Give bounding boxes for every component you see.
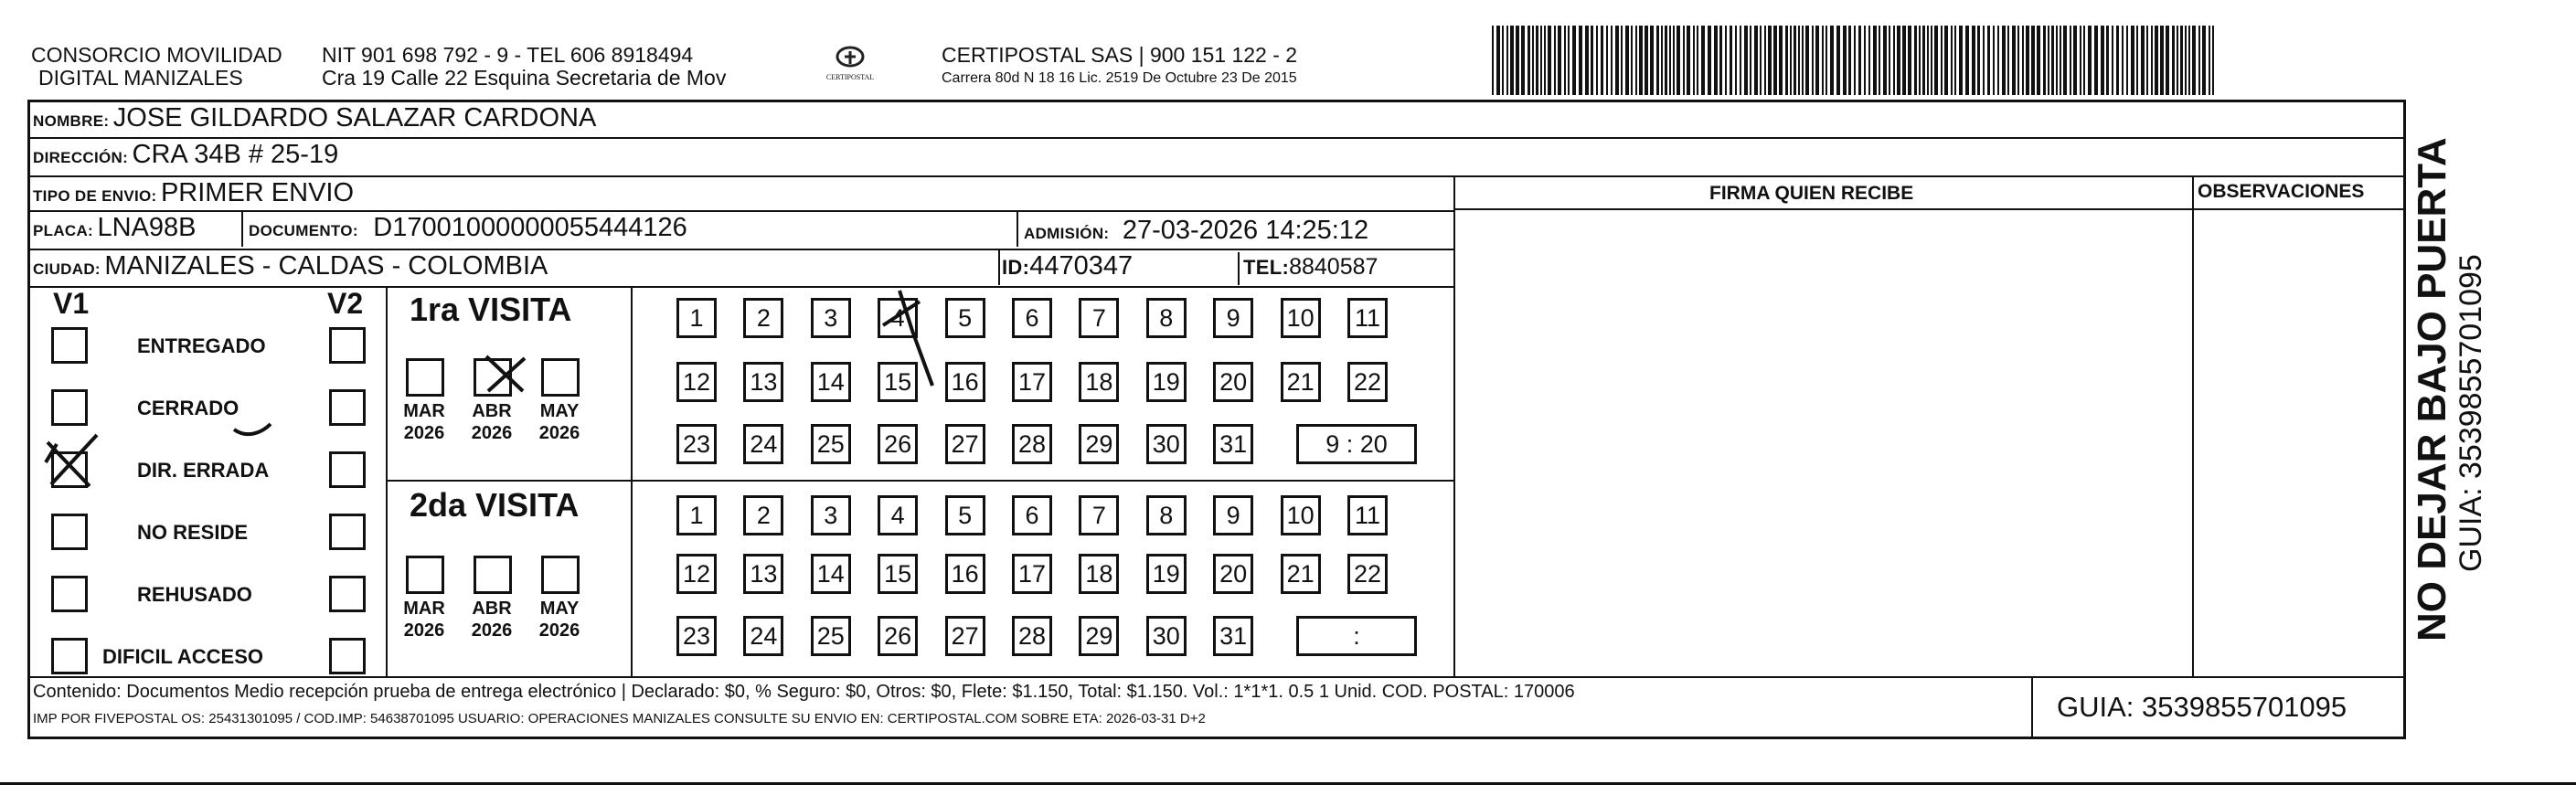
barcode-bar xyxy=(1927,26,1929,95)
v1-checkbox[interactable] xyxy=(51,576,88,612)
barcode-bar xyxy=(1701,26,1705,95)
firma-label: FIRMA QUIEN RECIBE xyxy=(1709,183,1914,204)
barcode-bar xyxy=(2146,26,2148,95)
barcode-bar xyxy=(2209,26,2210,95)
barcode-bar xyxy=(1719,26,1722,95)
company-line-1: CONSORCIO MOVILIDAD xyxy=(31,43,282,67)
barcode-bar xyxy=(2160,26,2164,95)
day-cell[interactable]: 29 xyxy=(1079,424,1119,464)
barcode-bar xyxy=(2122,26,2124,95)
barcode-bar xyxy=(1848,26,1851,95)
day-cell[interactable]: 16 xyxy=(945,554,985,594)
nombre-label: NOMBRE: xyxy=(33,112,110,130)
barcode-bar xyxy=(1873,26,1877,95)
nombre-row xyxy=(33,103,596,133)
barcode-bar xyxy=(1897,26,1900,95)
v1-checkbox[interactable] xyxy=(51,514,88,550)
barcode-bar xyxy=(1836,26,1840,95)
day-cell[interactable]: 26 xyxy=(878,424,918,464)
day-cell[interactable]: 15 xyxy=(878,362,918,402)
barcode-bar xyxy=(1997,26,1999,95)
barcode-bar xyxy=(1951,26,1953,95)
barcode-bar xyxy=(1673,26,1675,95)
barcode-bar xyxy=(1934,26,1938,95)
day-cell[interactable]: 4 xyxy=(878,495,918,535)
barcode-bar xyxy=(2136,26,2138,95)
barcode-bar xyxy=(1639,26,1643,95)
day-cell[interactable]: 18 xyxy=(1079,362,1119,402)
day-cell[interactable]: 18 xyxy=(1079,554,1119,594)
status-option-label: DIR. ERRADA xyxy=(137,459,270,482)
day-cell[interactable]: 25 xyxy=(811,616,851,656)
barcode-bar xyxy=(1669,26,1671,95)
v1-checkbox[interactable] xyxy=(51,451,88,488)
barcode-bar xyxy=(2155,26,2158,95)
barcode-bar xyxy=(1785,26,1788,95)
day-cell[interactable]: 22 xyxy=(1347,362,1388,402)
day-cell[interactable]: 4 xyxy=(878,298,918,338)
day-cell[interactable]: 8 xyxy=(1146,495,1187,535)
tel-value: 8840587 xyxy=(1289,254,1378,280)
barcode-bar xyxy=(1558,26,1561,95)
barcode-bar xyxy=(1879,26,1880,95)
barcode-bar xyxy=(1790,26,1792,95)
barcode-bar xyxy=(1944,26,1948,95)
barcode-bar xyxy=(2031,26,2035,95)
v1-checkbox[interactable] xyxy=(51,389,88,426)
observaciones-label: OBSERVACIONES xyxy=(2198,181,2365,202)
barcode-bar xyxy=(1798,26,1800,95)
barcode-bar xyxy=(2212,26,2214,95)
day-cell[interactable]: 12 xyxy=(676,362,717,402)
barcode-bar xyxy=(2112,26,2113,95)
barcode-bar xyxy=(1864,26,1866,95)
barcode-bar xyxy=(1977,26,1980,95)
barcode-bar xyxy=(1596,26,1598,95)
day-cell[interactable]: 25 xyxy=(811,424,851,464)
year-label: 2026 xyxy=(403,620,445,641)
cut-line xyxy=(0,782,2576,785)
v1-checkbox[interactable] xyxy=(51,327,88,364)
barcode-bar xyxy=(1554,26,1556,95)
admision-value: 27-03-2026 14:25:12 xyxy=(1122,216,1369,245)
barcode-bar xyxy=(1687,26,1690,95)
barcode-bar xyxy=(2051,26,2054,95)
day-cell[interactable]: 9 xyxy=(1213,495,1253,535)
barcode-bar xyxy=(1502,26,1504,95)
day-cell[interactable]: 1 xyxy=(676,495,717,535)
barcode-bar xyxy=(1585,26,1589,95)
id-value: 4470347 xyxy=(1029,251,1134,281)
barcode-bar xyxy=(1568,26,1570,95)
barcode-bar xyxy=(2088,26,2092,95)
day-cell[interactable]: 19 xyxy=(1146,362,1187,402)
barcode-bar xyxy=(2080,26,2081,95)
day-cell[interactable]: 27 xyxy=(945,424,985,464)
month-checkbox[interactable] xyxy=(541,358,580,397)
year-label: 2026 xyxy=(471,423,513,443)
day-cell[interactable]: 5 xyxy=(945,298,985,338)
barcode-bar xyxy=(2101,26,2104,95)
barcode-bar xyxy=(1528,26,1530,95)
year-label: 2026 xyxy=(471,620,513,641)
barcode-bar xyxy=(1544,26,1546,95)
day-cell[interactable]: 28 xyxy=(1012,424,1052,464)
status-option-label: DIFICIL ACCESO xyxy=(102,645,264,668)
day-cell[interactable]: 3 xyxy=(811,495,851,535)
barcode-bar xyxy=(1635,26,1637,95)
barcode-bar xyxy=(1740,26,1741,95)
id-label: ID: xyxy=(1002,256,1030,279)
barcode-bar xyxy=(1868,26,1870,95)
status-option-label: REHUSADO xyxy=(137,583,252,606)
day-cell[interactable]: 1 xyxy=(676,298,717,338)
barcode-bar xyxy=(1812,26,1814,95)
month-checkbox[interactable] xyxy=(474,556,512,594)
v2-checkbox[interactable] xyxy=(329,514,366,550)
v2-label: V2 xyxy=(327,287,364,320)
day-cell[interactable]: 21 xyxy=(1281,362,1321,402)
status-option-label: ENTREGADO xyxy=(137,334,266,357)
tipo-label: TIPO DE ENVIO: xyxy=(33,187,157,205)
barcode-bar xyxy=(2151,26,2153,95)
day-cell[interactable]: 7 xyxy=(1079,495,1119,535)
barcode-bar xyxy=(1656,26,1659,95)
company-contact xyxy=(322,44,726,90)
barcode-bar xyxy=(1773,26,1777,95)
barcode-bar xyxy=(2126,26,2128,95)
guia-box: GUIA: 3539855701095 xyxy=(2057,691,2347,723)
v2-checkbox[interactable] xyxy=(329,576,366,612)
documento-label: DOCUMENTO: xyxy=(249,222,358,239)
barcode-bar xyxy=(2166,26,2169,95)
id-cell xyxy=(1002,251,1133,281)
status-option-label: CERRADO xyxy=(137,397,240,419)
barcode-bar xyxy=(1725,26,1727,95)
barcode-bar xyxy=(2048,26,2049,95)
logo-text: CERTIPOSTAL xyxy=(825,73,875,81)
day-cell[interactable]: 10 xyxy=(1281,298,1321,338)
barcode-bar xyxy=(1779,26,1783,95)
barcode-bar xyxy=(1730,26,1732,95)
barcode-bar xyxy=(2202,26,2206,95)
day-cell[interactable]: 30 xyxy=(1146,616,1187,656)
day-cell[interactable]: 5 xyxy=(945,495,985,535)
day-cell[interactable]: 20 xyxy=(1213,554,1253,594)
direccion-value: CRA 34B # 25-19 xyxy=(132,140,339,169)
barcode-bar xyxy=(1941,26,1943,95)
barcode-bar xyxy=(2177,26,2178,95)
day-cell[interactable]: 23 xyxy=(676,424,717,464)
barcode-bar xyxy=(2002,26,2006,95)
barcode-bar xyxy=(1606,26,1608,95)
barcode-bar xyxy=(1506,26,1508,95)
barcode-bar xyxy=(1893,26,1895,95)
barcode-bar xyxy=(1993,26,1995,95)
barcode-bar xyxy=(1858,26,1861,95)
barcode-bar xyxy=(1972,26,1975,95)
barcode-bar xyxy=(1683,26,1685,95)
day-cell[interactable]: 28 xyxy=(1012,616,1052,656)
first-visit-label: 1ra VISITA xyxy=(410,291,572,328)
barcode-bar xyxy=(1965,26,1969,95)
barcode-bar xyxy=(1564,26,1566,95)
month-label: MAY xyxy=(539,599,580,619)
barcode-bar xyxy=(2022,26,2024,95)
nombre-value: JOSE GILDARDO SALAZAR CARDONA xyxy=(112,103,597,132)
side-guia: GUIA: 3539855701095 xyxy=(2454,254,2488,572)
barcode-bar xyxy=(1521,26,1525,95)
barcode-bar xyxy=(1760,26,1762,95)
company-name xyxy=(31,44,282,90)
barcode-bar xyxy=(1815,26,1819,95)
barcode-bar xyxy=(2094,26,2098,95)
barcode-bar xyxy=(2172,26,2175,95)
placa-cell xyxy=(33,213,196,243)
barcode-bar xyxy=(2185,26,2187,95)
v1-checkbox[interactable] xyxy=(51,638,88,674)
day-cell[interactable]: 23 xyxy=(676,616,717,656)
month-label: MAR xyxy=(403,599,445,619)
barcode-bar xyxy=(2131,26,2134,95)
v2-checkbox[interactable] xyxy=(329,389,366,426)
tel-label: TEL: xyxy=(1243,256,1290,279)
imp-line: IMP POR FIVEPOSTAL OS: 25431301095 / COD.IMP: 54638701095 USUARIO: OPERACIONES MANIZALES CONSULTE SU ENVIO EN: CERTIPOSTAL.COM SOBRE ETA: 2026-03-31 D+2 xyxy=(33,711,1206,726)
carrier-line: CERTIPOSTAL SAS | 900 151 122 - 2 xyxy=(942,43,1298,67)
barcode-bar xyxy=(1750,26,1751,95)
barcode-bar xyxy=(2188,26,2190,95)
direccion-label: DIRECCIÓN: xyxy=(33,149,129,166)
day-cell[interactable]: 6 xyxy=(1012,495,1052,535)
no-dejar-bajo-puerta: NO DEJAR BAJO PUERTA xyxy=(2410,137,2454,641)
ciudad-value: MANIZALES - CALDAS - COLOMBIA xyxy=(104,251,548,281)
status-option-label: NO RESIDE xyxy=(137,521,249,544)
barcode-bar xyxy=(2073,26,2077,95)
day-cell[interactable]: 14 xyxy=(811,554,851,594)
carrier-info xyxy=(942,44,1297,87)
contenido-line: Contenido: Documentos Medio recepción prueba de entrega electrónico | Declarado: $0, % Seguro: $0, Otros: $0, Flete: $1.150, Total: $1.150. Vol.: 1*1*1. 0.5 1 Unid. COD. POSTAL: 170006 xyxy=(33,682,1575,702)
barcode-bar xyxy=(1744,26,1748,95)
month-checkbox[interactable] xyxy=(474,358,512,397)
barcode-bar xyxy=(1540,26,1542,95)
barcode-bar xyxy=(2056,26,2058,95)
year-label: 2026 xyxy=(538,423,580,443)
barcode-bar xyxy=(1805,26,1809,95)
day-cell[interactable]: 3 xyxy=(811,298,851,338)
time-field[interactable]: : xyxy=(1296,616,1417,656)
day-cell[interactable]: 14 xyxy=(811,362,851,402)
day-cell[interactable]: 12 xyxy=(676,554,717,594)
day-cell[interactable]: 21 xyxy=(1281,554,1321,594)
barcode-bar xyxy=(2026,26,2029,95)
month-label: ABR xyxy=(472,401,512,421)
barcode-bar xyxy=(1591,26,1593,95)
barcode-bar xyxy=(1510,26,1514,95)
barcode-bar xyxy=(1615,26,1619,95)
barcode-bar xyxy=(1914,26,1917,95)
barcode-bar xyxy=(2043,26,2046,95)
barcode-bar xyxy=(2070,26,2071,95)
day-cell[interactable]: 27 xyxy=(945,616,985,656)
month-label: ABR xyxy=(472,599,512,619)
barcode-bar xyxy=(1677,26,1680,95)
day-cell[interactable]: 31 xyxy=(1213,616,1253,656)
time-field[interactable]: 9 : 20 xyxy=(1296,424,1417,464)
barcode-bar xyxy=(1959,26,1963,95)
day-cell[interactable]: 17 xyxy=(1012,554,1052,594)
barcode-bar xyxy=(1697,26,1698,95)
second-visit-label: 2da VISITA xyxy=(410,486,580,524)
carrier-license: Carrera 80d N 18 16 Lic. 2519 De Octubre 23 De 2015 xyxy=(942,70,1297,86)
tel-cell xyxy=(1243,254,1378,281)
day-cell[interactable]: 29 xyxy=(1079,616,1119,656)
nit-line: NIT 901 698 792 - 9 - TEL 606 8918494 xyxy=(322,43,694,67)
barcode-bar xyxy=(1536,26,1538,95)
day-cell[interactable]: 26 xyxy=(878,616,918,656)
day-cell[interactable]: 2 xyxy=(743,495,783,535)
day-cell[interactable]: 7 xyxy=(1079,298,1119,338)
day-cell[interactable]: 22 xyxy=(1347,554,1388,594)
placa-label: PLACA: xyxy=(33,222,94,239)
barcode-bar xyxy=(1922,26,1925,95)
barcode-bar xyxy=(2116,26,2119,95)
barcode-bar xyxy=(1822,26,1824,95)
barcode-bar xyxy=(1708,26,1711,95)
barcode-bar xyxy=(1883,26,1887,95)
barcode-bar xyxy=(1908,26,1911,95)
barcode-bar xyxy=(2083,26,2085,95)
month-checkbox[interactable] xyxy=(406,358,444,397)
placa-value: LNA98B xyxy=(97,213,197,242)
day-cell[interactable]: 24 xyxy=(743,616,783,656)
barcode-bar xyxy=(2060,26,2061,95)
barcode-bar xyxy=(1645,26,1648,95)
barcode-bar xyxy=(1693,26,1695,95)
barcode-bar xyxy=(2141,26,2145,95)
barcode-bar xyxy=(1754,26,1758,95)
barcode-bar xyxy=(1601,26,1603,95)
barcode-bar xyxy=(1625,26,1629,95)
barcode-bar xyxy=(1579,26,1582,95)
day-cell[interactable]: 11 xyxy=(1347,298,1388,338)
barcode-bar xyxy=(1931,26,1932,95)
barcode-bar xyxy=(1768,26,1772,95)
month-checkbox[interactable] xyxy=(406,556,444,594)
ciudad-label: CIUDAD: xyxy=(33,260,101,278)
day-cell[interactable]: 17 xyxy=(1012,362,1052,402)
day-cell[interactable]: 10 xyxy=(1281,495,1321,535)
day-cell[interactable]: 8 xyxy=(1146,298,1187,338)
barcode-bar xyxy=(2063,26,2067,95)
barcode-bar xyxy=(2192,26,2196,95)
day-cell[interactable]: 30 xyxy=(1146,424,1187,464)
barcode-bar xyxy=(2198,26,2200,95)
barcode-bar xyxy=(1572,26,1576,95)
barcode-bar xyxy=(1532,26,1534,95)
barcode-bar xyxy=(1919,26,1921,95)
v2-checkbox[interactable] xyxy=(329,451,366,488)
barcode xyxy=(1492,26,2219,95)
day-cell[interactable]: 6 xyxy=(1012,298,1052,338)
month-checkbox[interactable] xyxy=(541,556,580,594)
barcode-bar xyxy=(2180,26,2183,95)
v2-checkbox[interactable] xyxy=(329,327,366,364)
v1-label: V1 xyxy=(53,287,90,320)
day-cell[interactable]: 9 xyxy=(1213,298,1253,338)
barcode-bar xyxy=(1548,26,1551,95)
barcode-bar xyxy=(1661,26,1663,95)
barcode-bar xyxy=(1954,26,1956,95)
barcode-bar xyxy=(1987,26,1990,95)
barcode-bar xyxy=(1735,26,1737,95)
barcode-bar xyxy=(1902,26,1906,95)
day-cell[interactable]: 13 xyxy=(743,362,783,402)
day-cell[interactable]: 31 xyxy=(1213,424,1253,464)
day-cell[interactable]: 16 xyxy=(945,362,985,402)
year-label: 2026 xyxy=(403,423,445,443)
barcode-bar xyxy=(1492,26,1494,95)
year-label: 2026 xyxy=(538,620,580,641)
barcode-bar xyxy=(1631,26,1633,95)
day-cell[interactable]: 13 xyxy=(743,554,783,594)
address-line: Cra 19 Calle 22 Esquina Secretaria de Mov xyxy=(322,66,727,90)
admision-cell xyxy=(1024,216,1368,246)
day-cell[interactable]: 19 xyxy=(1146,554,1187,594)
barcode-bar xyxy=(1826,26,1827,95)
admision-label: ADMISIÓN: xyxy=(1024,225,1110,242)
tipo-value: PRIMER ENVIO xyxy=(160,178,355,207)
barcode-bar xyxy=(1830,26,1834,95)
barcode-bar xyxy=(1496,26,1500,95)
v2-checkbox[interactable] xyxy=(329,638,366,674)
barcode-bar xyxy=(1650,26,1654,95)
barcode-bar xyxy=(1802,26,1804,95)
barcode-bar xyxy=(1665,26,1667,95)
day-cell[interactable]: 20 xyxy=(1213,362,1253,402)
barcode-bar xyxy=(2037,26,2040,95)
barcode-bar xyxy=(1611,26,1613,95)
barcode-bar xyxy=(1983,26,1985,95)
barcode-bar xyxy=(1714,26,1718,95)
documento-value: D17001000000055444126 xyxy=(373,213,687,242)
certipostal-logo xyxy=(823,42,878,91)
month-label: MAY xyxy=(539,401,580,421)
ciudad-cell xyxy=(33,251,548,281)
barcode-bar xyxy=(2012,26,2016,95)
day-cell[interactable]: 15 xyxy=(878,554,918,594)
barcode-bar xyxy=(1843,26,1847,95)
month-label: MAR xyxy=(403,401,445,421)
barcode-bar xyxy=(2017,26,2019,95)
barcode-bar xyxy=(1854,26,1856,95)
day-cell[interactable]: 11 xyxy=(1347,495,1388,535)
barcode-bar xyxy=(1889,26,1890,95)
barcode-bar xyxy=(1794,26,1796,95)
barcode-bar xyxy=(1764,26,1766,95)
barcode-bar xyxy=(2106,26,2109,95)
barcode-bar xyxy=(1516,26,1519,95)
direccion-row xyxy=(33,140,338,170)
documento-cell xyxy=(249,213,687,243)
barcode-bar xyxy=(2007,26,2009,95)
day-cell[interactable]: 2 xyxy=(743,298,783,338)
tipo-row xyxy=(33,178,354,208)
barcode-bar xyxy=(1621,26,1623,95)
company-line-2: DIGITAL MANIZALES xyxy=(38,66,243,90)
day-cell[interactable]: 24 xyxy=(743,424,783,464)
